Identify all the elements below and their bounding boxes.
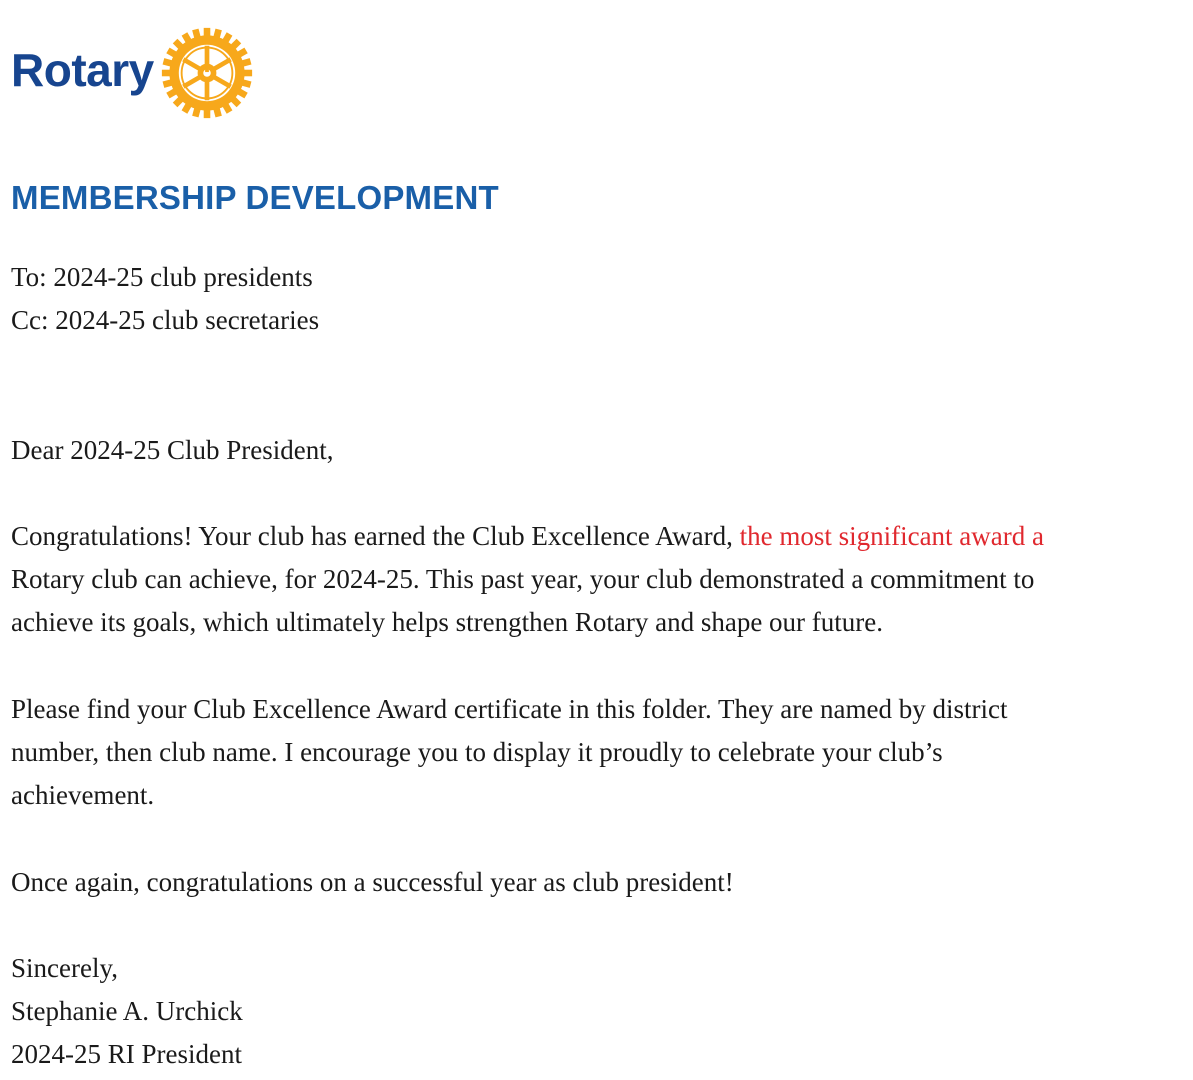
- paragraph-certificate-line-3: achievement.: [11, 780, 155, 810]
- paragraph-award-line-2: Rotary club can achieve, for 2024-25. This past year, your club demonstrated a commitment to: [11, 564, 1035, 594]
- closing-paragraph: Once again, congratulations on a successful year as club president!: [11, 867, 734, 897]
- salutation: Dear 2024-25 Club President,: [11, 435, 334, 465]
- rotary-wheel-icon: [160, 26, 254, 120]
- department-heading: MEMBERSHIP DEVELOPMENT: [11, 179, 499, 216]
- signature-block: [11, 947, 243, 1076]
- signature-title: 2024-25 RI President: [11, 1039, 242, 1069]
- paragraph-award-line-1-text: Congratulations! Your club has earned the Club Excellence Award,: [11, 521, 740, 551]
- highlighted-text: the most significant award a: [739, 521, 1045, 551]
- signature-closing: Sincerely,: [11, 953, 118, 983]
- cc-line: Cc: 2024-25 club secretaries: [11, 305, 320, 335]
- paragraph-award-line-3: achieve its goals, which ultimately helps strengthen Rotary and shape our future.: [11, 607, 884, 637]
- paragraph-certificate-line-2: number, then club name. I encourage you to display it proudly to celebrate your club’s: [11, 737, 943, 767]
- paragraph-award: [11, 515, 1044, 644]
- paragraph-award-line-1: [11, 515, 1044, 558]
- rotary-logo: [11, 26, 254, 120]
- signature-name: Stephanie A. Urchick: [11, 996, 243, 1026]
- recipients-block: [11, 256, 319, 342]
- paragraph-certificate-line-1: Please find your Club Excellence Award certificate in this folder. They are named by district: [11, 694, 1008, 724]
- to-line: To: 2024-25 club presidents: [11, 262, 313, 292]
- rotary-wordmark: Rotary: [11, 43, 154, 96]
- paragraph-certificate: [11, 688, 1007, 817]
